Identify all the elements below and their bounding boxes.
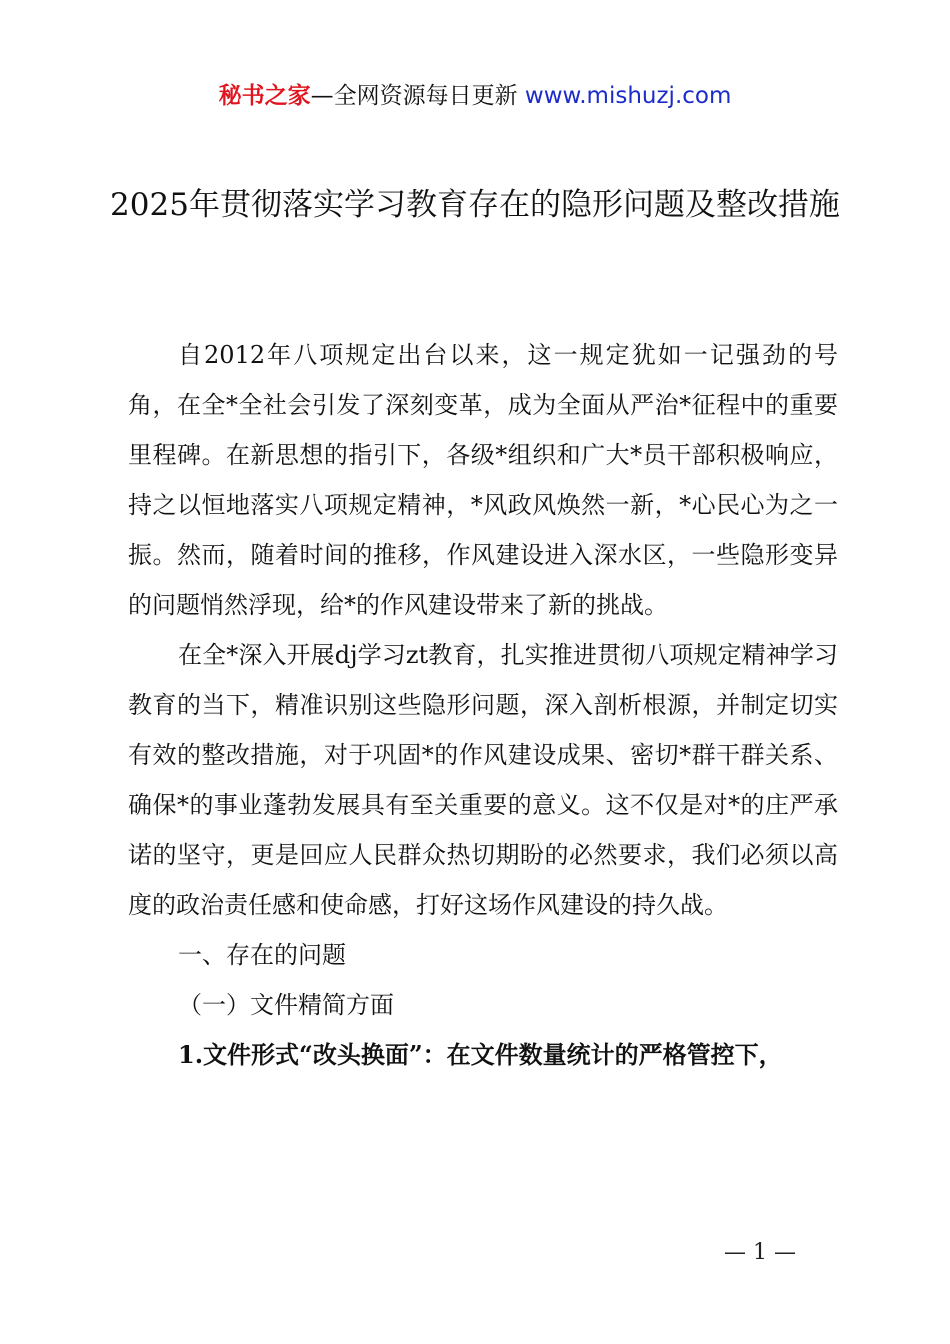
brand-name: 秘书之家 — [218, 83, 311, 109]
document-title: 2025年贯彻落实学习教育存在的隐形问题及整改措施 — [110, 187, 840, 223]
paragraph-intro: 自2012年八项规定出台以来，这一规定犹如一记强劲的号角，在全*全社会引发了深刻变革，成为全面从严治*征程中的重要里程碑。在新思想的指引下，各级*组织和广大*员干部积极响应，持之以恒地落实八项规定精神，*风政风焕然一新，*心民心为之一振。然而，随着时间的推移，作风建设进入深水区，一些隐形变异的问题悄然浮现，给*的作风建设带来了新的挑战。 — [128, 341, 838, 619]
brand-slogan: —全网资源每日更新 — [310, 83, 525, 109]
site-banner — [0, 80, 950, 112]
page-number: — 1 — — [724, 1240, 796, 1265]
site-url[interactable]: www.mishuzj.com — [524, 83, 732, 109]
subsection-heading: （一）文件精简方面 — [178, 991, 394, 1019]
section-heading: 一、存在的问题 — [178, 941, 346, 969]
document-body — [128, 330, 838, 1080]
item-heading: 1.文件形式“改头换面”：在文件数量统计的严格管控下， — [178, 1040, 783, 1069]
paragraph-context: 在全*深入开展dj学习zt教育，扎实推进贯彻八项规定精神学习教育的当下，精准识别这些隐形问题，深入剖析根源，并制定切实有效的整改措施，对于巩固*的作风建设成果、密切*群干群关系、确保*的事业蓬勃发展具有至关重要的意义。这不仅是对*的庄严承诺的坚守，更是回应人民群众热切期盼的必然要求，我们必须以高度的政治责任感和使命感，打好这场作风建设的持久战。 — [128, 641, 838, 919]
